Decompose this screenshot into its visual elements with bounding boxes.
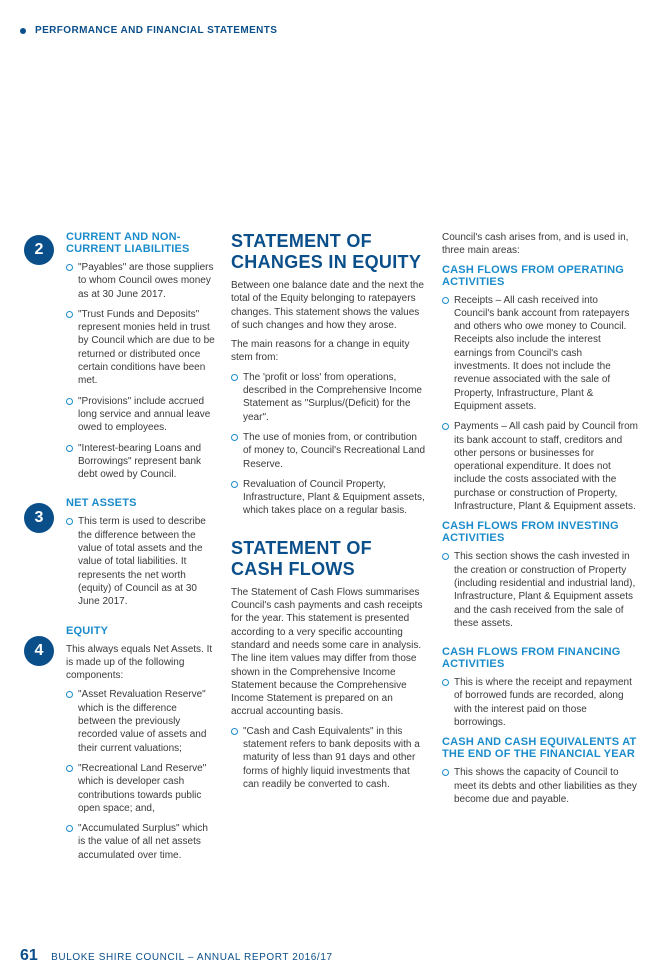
bullet-icon — [66, 691, 73, 698]
list-item: This is where the receipt and repayment of borrowed funds are recorded, along with the interest paid on those borrowings. — [442, 676, 639, 729]
section-net-assets — [66, 497, 216, 608]
bullet-icon — [231, 374, 238, 381]
list-item: "Accumulated Surplus" which is the value of all net assets accumulated over time. — [66, 822, 216, 862]
bullet-list — [231, 725, 427, 791]
section-intro: This always equals Net Assets. It is made up of the following components: — [66, 643, 213, 682]
list-item: Payments – All cash paid by Council from its bank account to staff, creditors and other persons or businesses for operational expenditure. It does not include the costs associated with the purchase or construction of Property, Infrastructure, Plant & Equipment assets. — [442, 420, 639, 513]
bullet-icon — [66, 518, 73, 525]
list-item: The 'profit or loss' from operations, described in the Comprehensive Income Statement as "Surplus/(Deficit) for the year". — [231, 371, 427, 424]
running-header — [20, 25, 277, 36]
section-investing — [442, 520, 639, 630]
list-item: The use of monies from, or contribution of money to, Council's Recreational Land Reserve. — [231, 431, 427, 471]
bullet-icon — [66, 765, 73, 772]
header-title: PERFORMANCE AND FINANCIAL STATEMENTS — [35, 25, 278, 36]
section-cash-flows — [231, 538, 427, 791]
list-item: This shows the capacity of Council to meet its debts and other liabilities as they become due and payable. — [442, 766, 639, 806]
bullet-icon — [66, 825, 73, 832]
section-number-badge: 3 — [24, 503, 54, 533]
section-heading: CASH FLOWS FROM INVESTING ACTIVITIES — [442, 520, 619, 545]
header-bullet-icon — [20, 28, 26, 34]
list-item: "Asset Revaluation Reserve" which is the difference between the previously recorded value of assets and their current valuations; — [66, 688, 216, 754]
section-heading: CASH FLOWS FROM OPERATING ACTIVITIES — [442, 263, 625, 288]
list-item: This section shows the cash invested in the creation or construction of Property (including residential and industrial land), Infrastructure, Plant & Equipment assets and the cash received from the sale of these assets. — [442, 550, 639, 630]
list-item: "Interest-bearing Loans and Borrowings" represent bank debt owed by Council. — [66, 442, 216, 482]
paragraph: Between one balance date and the next the total of the Equity belonging to ratepayers changes. This statement shows the values of such changes and how they arose. — [231, 280, 424, 331]
bullet-icon — [442, 297, 449, 304]
bullet-list — [66, 515, 216, 608]
bullet-icon — [442, 553, 449, 560]
page-number: 61 — [20, 947, 38, 964]
paragraph: The main reasons for a change in equity stem from: — [231, 339, 410, 364]
section-operating — [442, 264, 639, 514]
column-middle — [231, 231, 427, 798]
list-item: "Cash and Cash Equivalents" in this statement refers to bank deposits with a maturity of less than 91 days and other forms of highly liquid investments that can readily be converted to cash. — [231, 725, 427, 791]
section-equity — [66, 625, 216, 862]
bullet-list — [442, 550, 639, 630]
bullet-icon — [66, 311, 73, 318]
bullet-icon — [442, 423, 449, 430]
page-footer — [20, 947, 333, 965]
list-item: "Recreational Land Reserve" which is developer cash contributions towards public open space; and, — [66, 762, 216, 815]
bullet-list — [442, 294, 639, 514]
section-number-badge: 2 — [24, 235, 54, 265]
list-item: Revaluation of Council Property, Infrastructure, Plant & Equipment assets, which takes place on a regular basis. — [231, 478, 427, 518]
list-item: "Provisions" include accrued long service and annual leave owed to employees. — [66, 395, 216, 435]
section-title: STATEMENT OF CHANGES IN EQUITY — [231, 231, 422, 272]
section-heading: EQUITY — [66, 624, 109, 637]
bullet-list — [66, 688, 216, 862]
section-liabilities — [66, 231, 216, 481]
paragraph: The Statement of Cash Flows summarises Council's cash payments and cash receipts for the year. This statement is presented according to a very specific accounting standard and needs some care in analysis. The line item values may differ from those shown in the Comprehensive Income Statement because the Comprehensive Income Statement is prepared on an accrual accounting basis. — [231, 586, 423, 718]
list-item: Receipts – All cash received into Council's bank account from ratepayers and others who owe money to Council. Receipts also include the interest earnings from Council's cash investments. It does not include the revenue associated with the sale of Property, Infrastructure, Plant & Equipment assets. — [442, 294, 639, 414]
bullet-icon — [66, 398, 73, 405]
bullet-icon — [442, 679, 449, 686]
list-item: "Trust Funds and Deposits" represent monies held in trust by Council which are due to be returned or distributed once certain conditions have been met. — [66, 308, 216, 388]
section-title: STATEMENT OF CASH FLOWS — [231, 537, 372, 579]
section-heading: CASH FLOWS FROM FINANCING ACTIVITIES — [442, 646, 621, 671]
section-financing — [442, 646, 639, 729]
list-item: "Payables" are those suppliers to whom Council owes money as at 30 June 2017. — [66, 261, 216, 301]
section-heading: CASH AND CASH EQUIVALENTS AT THE END OF THE FINANCIAL YEAR — [442, 736, 637, 761]
footer-org: BULOKE SHIRE COUNCIL – ANNUAL REPORT 2016/17 — [51, 952, 333, 963]
bullet-list — [442, 766, 639, 806]
section-number-badge: 4 — [24, 636, 54, 666]
bullet-icon — [231, 481, 238, 488]
bullet-icon — [442, 769, 449, 776]
bullet-icon — [231, 728, 238, 735]
bullet-list — [66, 261, 216, 481]
paragraph: Council's cash arises from, and is used in, three main areas: — [442, 232, 629, 257]
bullet-icon — [66, 445, 73, 452]
section-end-of-year — [442, 736, 639, 806]
section-heading: NET ASSETS — [66, 497, 137, 510]
bullet-list — [442, 676, 639, 729]
column-right — [442, 231, 639, 813]
bullet-icon — [66, 264, 73, 271]
list-item: This term is used to describe the difference between the value of total assets and the value of total liabilities. It represents the net worth (equity) of Council as at 30 June 2017. — [66, 515, 216, 608]
section-changes-in-equity — [231, 231, 427, 518]
bullet-icon — [231, 434, 238, 441]
section-heading: CURRENT AND NON-CURRENT LIABILITIES — [66, 231, 190, 255]
bullet-list — [231, 371, 427, 518]
column-left — [66, 231, 216, 869]
